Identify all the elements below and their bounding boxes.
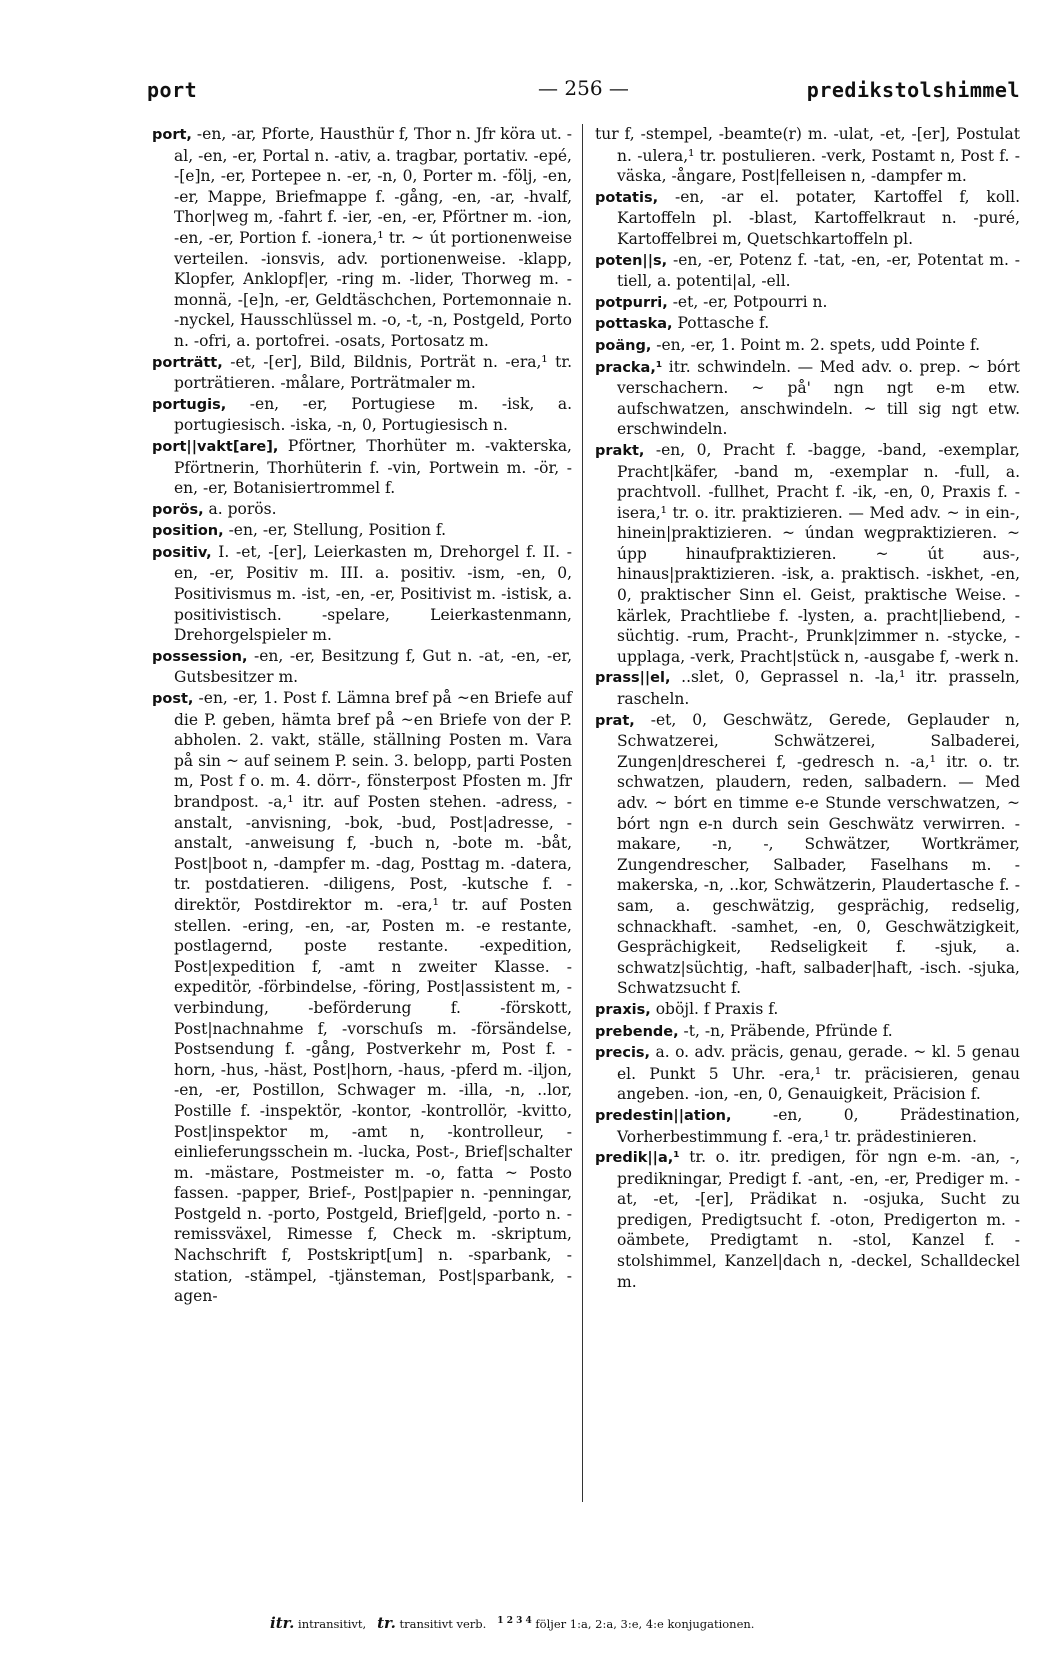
dictionary-entry <box>595 710 1020 999</box>
entry-definition: I. -et, -[er], Leierkasten m, Drehorgel f. II. -en, -er, Positiv m. III. a. positiv. -ism, -en, 0, Positivismus m. -ist, -en, -er, Positivist m. -istisk, a. positivistisch. -spelare, Leierkastenmann, Drehorgelspieler m. <box>174 542 572 645</box>
entry-definition: -en, -er, Portugiese m. -isk, a. portugiesisch. -iska, -n, 0, Portugiesisch n. <box>174 394 572 435</box>
entry-headword: prebende, <box>595 1023 679 1040</box>
page-number: — 256 — <box>538 76 629 100</box>
entry-definition: ..slet, 0, Geprassel n. -la,¹ itr. prasseln, rascheln. <box>617 668 1020 709</box>
entry-definition: -en, 0, Prädestination, Vorherbestimmung f. -era,¹ tr. prädestinieren. <box>617 1105 1020 1146</box>
dictionary-entry <box>595 1147 1020 1292</box>
entry-headword: prat, <box>595 712 635 729</box>
entry-headword: precis, <box>595 1045 651 1062</box>
dictionary-entry <box>595 440 1020 668</box>
page-header <box>147 70 1020 110</box>
dictionary-entry <box>152 352 572 394</box>
dictionary-entry <box>152 499 572 521</box>
entry-headword: poäng, <box>595 337 652 354</box>
footer-superscripts: 1 2 3 4 <box>497 1616 532 1627</box>
dictionary-entry <box>595 335 1020 357</box>
entry-headword: predik||a,¹ <box>595 1150 680 1167</box>
footer-tr-text: transitivt verb. <box>399 1617 487 1631</box>
entry-headword: port||vakt[are], <box>152 438 279 455</box>
entry-headword: porös, <box>152 501 204 518</box>
entry-definition: -et, 0, Geschwätz, Gerede, Geplauder n, Schwatzerei, Schwätzerei, Salbaderei, Zungen|drescherei f, -gedresch n. -a,¹ itr. o. tr. schwatzen, plaudern, reden, salbadern. — Med adv. ~ bórt en timme e-e Stunde verschwatzen, ~ bórt ngn e-n durch sein Geschwätz verwirren. -makare, -n, -, Schwätzer, Wortkrämer, Zungendrescher, Salbader, Faselhans m. -makerska, -n, ..kor, Schwätzerin, Plaudertasche f. -sam, a. geschwätzig, gesprächig, redselig, schnackhaft. -samhet, -en, 0, Geschwätzigkeit, Gesprächigkeit, Redseligkeit f. -sjuk, a. schwatz|süchtig, -haft, salbader|haft, -isch. -sjuka, Schwatzsucht f. <box>617 710 1020 998</box>
left-catchword: port <box>147 78 198 102</box>
entry-definition: -en, -ar, Pforte, Hausthür f, Thor n. Jfr köra ut. -al, -en, -er, Portal n. -ativ, a. tragbar, portativ. -epé, -[e]n, -er, Portepee n. -er, -n, 0, Porter m. -följ, -en, -er, Mappe, Briefmappe f. -gång, -en, -ar, -hvalf, Thor|weg m, -fahrt f. -ier, -en, -er, Pförtner m. -ion, -en, -er, Portion f. -ionera,¹ tr. ~ út portionenweise verteilen. -ionsvis, adv. portionenweise. -klapp, Klopfer, Anklopf|er, -ring m. -lider, Thorweg m. -monnä, -[e]n, -er, Geldtäschchen, Portemonnaie n. -nyckel, Hausschlüssel m. -o, -t, -n, Postgeld, Porto n. -ofri, a. portofrei. -osats, Portosatz m. <box>174 125 572 350</box>
dictionary-entry <box>595 1021 1020 1043</box>
entry-headword: prakt, <box>595 442 645 459</box>
entry-definition: -en, -er, 1. Post f. Lämna bref på ~en Briefe auf die P. geben, hämta bref på ~en Briefe von der P. abholen. 2. vakt, ställe, ställning Posten m. Vara på sin ~ auf seinem P. sein. 3. belopp, parti Posten m, Post f o. m. 4. dörr-, fönsterpost Pfosten m. Jfr brandpost. -a,¹ itr. auf Posten stehen. -adress, -anstalt, -anvisning, -bok, -bud, Post|adresse, -anstalt, -anweisung f, -buch n, -bote m. -båt, Post|boot n, -dampfer m. -dag, Posttag m. -datera, tr. postdatieren. -diligens, Post, -kutsche f. -direktör, Postdirektor m. -era,¹ tr. auf Posten stellen. -ering, -en, -ar, Posten m. -e restante, postlagernd, poste restante. -expedition, Post|expedition f, -amt n zweiter Klasse. -expeditör, -förbindelse, -föring, Post|assistent m, -verbindung, -beförderung f. -förskott, Post|nachnahme f, -vorschuſs m. -försändelse, Postsendung f. -gång, Postverkehr m, Post f. -horn, -hus, -häst, Post|horn, -haus, -pferd m. -iljon, -en, -er, Postillon, Schwager m. -illa, -n, ..lor, Postille f. -inspektör, -kontor, -kontrollör, -kvitto, Post|inspektor m, -amt n, -kontrolleur, -einlieferungsschein m. -lucka, Post-, Brief|schalter m. -mästare, Postmeister m. -o, fatta ~ Posto fassen. -papper, Brief-, Post|papier n. -penningar, Postgeld n. -porto, Postgeld, Brief|geld, -porto n. -remissväxel, Rimesse f, Check m. -skriptum, Nachschrift f, Postskript[um] n. -sparbank, -station, -stämpel, -tjänsteman, Post|sparbank, -agen- <box>174 689 572 1306</box>
dictionary-entry <box>152 542 572 646</box>
dictionary-entry <box>595 999 1020 1021</box>
entry-definition: -en, -ar el. potater, Kartoffel f, koll. Kartoffeln pl. -blast, Kartoffelkraut n. -puré, Kartoffelbrei m, Quetschkartoffeln pl. <box>617 187 1020 248</box>
footer-tr-abbrev: tr. <box>377 1614 396 1632</box>
dictionary-entry <box>152 124 572 352</box>
entry-headword: potatis, <box>595 189 659 206</box>
dictionary-entry <box>595 124 1020 187</box>
entry-definition: Pförtner, Thorhüter m. -vakterska, Pförtnerin, Thorhüterin f. -vin, Portwein m. -ör, -en, -er, Botanisiertrommel f. <box>174 436 572 498</box>
entry-headword: position, <box>152 523 224 540</box>
entry-definition: -et, -[er], Bild, Bildnis, Porträt n. -era,¹ tr. porträtieren. -målare, Porträtmaler m. <box>174 352 572 393</box>
entry-definition: -en, -er, Stellung, Position f. <box>223 521 447 540</box>
entry-definition: -en, 0, Pracht f. -bagge, -band, -exemplar, Pracht|käfer, -band m, -exemplar n. -full, a. prachtvoll. -fullhet, Pracht f. -ik, -en, 0, Praxis f. -isera,¹ tr. o. itr. praktizieren. — Med adv. ~ in ein-, hinein|praktizieren. ~ úndan wegpraktizieren. ~ úpp hinaufpraktizieren. ~ út aus-, hinaus|praktizieren. -isk, a. praktisch. -iskhet, -en, 0, praktischer Sinn el. Geist, praktische Weise. -kärlek, Prachtliebe f. -lysten, a. pracht|liebend, -süchtig. -rum, Pracht-, Prunk|zimmer n. -stycke, -upplaga, -verk, Pracht|stück n, -ausgabe f, -werk n. <box>617 440 1020 666</box>
dictionary-entry <box>595 187 1020 250</box>
left-column <box>152 124 572 1307</box>
entry-headword: pracka,¹ <box>595 359 663 376</box>
entry-headword: port, <box>152 127 192 143</box>
entry-headword: positiv, <box>152 544 212 561</box>
entry-definition: -et, -er, Potpourri n. <box>667 292 828 311</box>
entry-definition: -en, -er, Besitzung f, Gut n. -at, -en, -er, Gutsbesitzer m. <box>174 646 572 687</box>
entry-headword: prass||el, <box>595 670 671 687</box>
footer-conjugation-text: följer 1:a, 2:a, 3:e, 4:e konjugationen. <box>535 1617 755 1631</box>
entry-definition: -en, -er, Potenz f. -tat, -en, -er, Potentat m. -tiell, a. potenti|al, -ell. <box>617 250 1020 291</box>
entry-definition: -t, -n, Präbende, Pfründe f. <box>678 1021 893 1040</box>
dictionary-entry <box>595 313 1020 335</box>
dictionary-entry <box>595 1105 1020 1147</box>
entry-definition: Pottasche f. <box>672 314 770 333</box>
entry-headword: potpurri, <box>595 294 668 311</box>
entry-definition: -en, -er, 1. Point m. 2. spets, udd Pointe f. <box>651 335 981 354</box>
entry-definition: a. o. adv. präcis, genau, gerade. ~ kl. 5 genau el. Punkt 5 Uhr. -era,¹ tr. präcisieren, genau angeben. -ion, -en, 0, Genauigkeit, Präcision f. <box>617 1043 1020 1104</box>
entry-headword: porträtt, <box>152 354 223 371</box>
entry-headword: possession, <box>152 648 248 665</box>
footer-itr-abbrev: itr. <box>270 1614 295 1632</box>
dictionary-entry <box>152 520 572 542</box>
dictionary-entry <box>595 667 1020 709</box>
entry-headword: poten||s, <box>595 252 668 269</box>
dictionary-entry <box>595 1042 1020 1105</box>
dictionary-entry <box>152 394 572 436</box>
dictionary-entry <box>595 250 1020 292</box>
right-column <box>595 124 1020 1292</box>
entry-definition: tr. o. itr. predigen, för ngn e-m. -an, -, predikningar, Predigt f. -ant, -en, -er, Prediger m. -at, -et, -[er], Prädikat n. -osjuka, Sucht zu predigen, Predigtsucht f. -oton, Predigerton m. -oämbete, Predigtamt n. -stol, Kanzel f. -stolshimmel, Kanzel|dach n, -deckel, Schalldeckel m. <box>617 1148 1020 1291</box>
entry-headword: pottaska, <box>595 316 673 333</box>
right-catchword: predikstolshimmel <box>806 78 1020 102</box>
dictionary-entry <box>595 357 1020 440</box>
entry-definition: itr. schwindeln. — Med adv. o. prep. ~ bórt verschachern. ~ på' ngn ngt e-m etw. aufschwatzen, anschwindeln. ~ till sig ngt etw. erschwindeln. <box>617 357 1020 439</box>
footer-itr-text: intransitivt, <box>298 1617 367 1631</box>
entry-headword: predestin||ation, <box>595 1107 732 1124</box>
dictionary-entry <box>595 292 1020 314</box>
dictionary-entry <box>152 646 572 688</box>
entry-definition: oböjl. f Praxis f. <box>650 999 779 1018</box>
entry-definition: a. porös. <box>203 499 277 518</box>
dictionary-entry <box>152 436 572 499</box>
entry-headword: portugis, <box>152 396 227 413</box>
dictionary-entry <box>152 688 572 1307</box>
entry-definition: tur f, -stempel, -beamte(r) m. -ulat, -et, -[er], Postulat n. -ulera,¹ tr. postulieren. -verk, Postamt n, Post f. -väska, -ångare, Post|felleisen n, -dampfer m. <box>595 125 1020 186</box>
entry-headword: praxis, <box>595 1001 651 1018</box>
column-divider <box>582 124 583 1502</box>
abbreviation-footer <box>270 1614 754 1632</box>
entry-headword: post, <box>152 691 194 708</box>
